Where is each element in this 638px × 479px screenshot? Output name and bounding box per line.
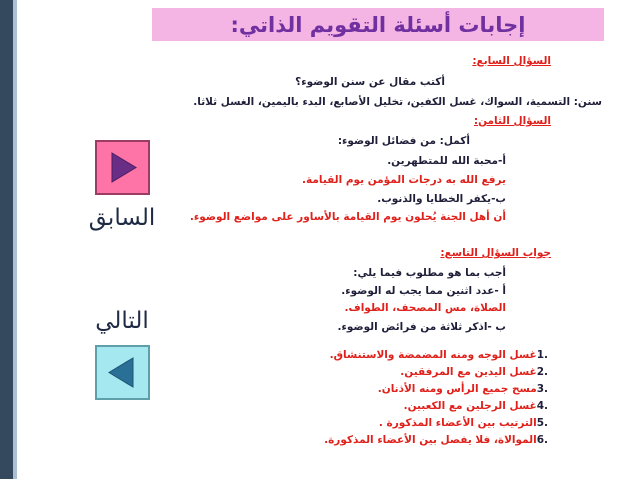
- next-button[interactable]: [95, 345, 150, 400]
- q8-item-b-detail: أن أهل الجنة يُحلون يوم القيامة بالأساور على مواضع الوضوء.: [189, 211, 506, 223]
- previous-button[interactable]: [95, 140, 150, 195]
- list-item: [330, 349, 548, 362]
- list-item-number: 6.: [536, 434, 548, 446]
- list-item-number: 3.: [536, 383, 548, 395]
- list-item-text: الموالاة، فلا يفصل بين الأعضاء المذكورة.: [324, 434, 537, 446]
- list-item-number: 1.: [536, 349, 548, 361]
- list-item-number: 4.: [536, 400, 548, 412]
- q8-heading: السؤال الثامن:: [473, 115, 551, 127]
- list-item-text: غسل اليدين مع المرفقين.: [400, 366, 537, 378]
- list-item: [404, 400, 548, 413]
- sidebar-strip: [0, 0, 13, 479]
- list-item-text: الترتيب بين الأعضاء المذكورة .: [378, 417, 537, 429]
- list-item: [400, 366, 548, 379]
- list-item-text: غسل الوجه ومنه المضمضة والاستنشاق.: [329, 349, 537, 361]
- sidebar-accent-strip: [13, 0, 17, 479]
- title-banner: [152, 8, 604, 41]
- next-label[interactable]: التالي: [95, 308, 149, 334]
- previous-label[interactable]: السابق: [88, 205, 156, 231]
- q7-answer: سنن: التسمية، السواك، غسل الكفين، تخليل الأصابع، البدء باليمين، الغسل ثلاثا.: [193, 96, 602, 108]
- q9-prompt: أجب بما هو مطلوب فيما يلي:: [353, 267, 506, 279]
- q8-item-a-detail: يرفع الله به درجات المؤمن يوم القيامة.: [302, 174, 506, 186]
- list-item: [324, 434, 548, 447]
- list-item-number: 5.: [536, 417, 548, 429]
- q9-item-a: أ -عدد اثنين مما يجب له الوضوء.: [341, 285, 506, 297]
- list-item: [378, 383, 548, 396]
- list-item-text: مسح جميع الرأس ومنه الأذنان.: [377, 383, 537, 395]
- q9-item-b: ب -اذكر ثلاثة من فرائض الوضوء.: [337, 321, 506, 333]
- q7-prompt: أكتب مقال عن سنن الوضوء؟: [295, 76, 445, 88]
- page-title: إجابات أسئلة التقويم الذاتي:: [230, 12, 526, 37]
- q8-prompt: أكمل: من فضائل الوضوء:: [337, 135, 470, 147]
- q9-item-a-detail: الصلاة، مس المصحف، الطواف.: [344, 302, 506, 314]
- list-item-number: 2.: [536, 366, 548, 378]
- list-item: [379, 417, 548, 430]
- play-left-triangle-icon: [97, 347, 148, 398]
- q7-heading: السؤال السابع:: [472, 55, 551, 67]
- q8-item-a: أ-محبة الله للمتطهرين.: [387, 155, 506, 167]
- play-right-triangle-icon: [97, 142, 148, 193]
- q8-item-b: ب-يكفر الخطايا والذنوب.: [377, 193, 506, 205]
- q9-heading: جواب السؤال التاسع:: [440, 247, 551, 259]
- list-item-text: غسل الرجلين مع الكعبين.: [403, 400, 537, 412]
